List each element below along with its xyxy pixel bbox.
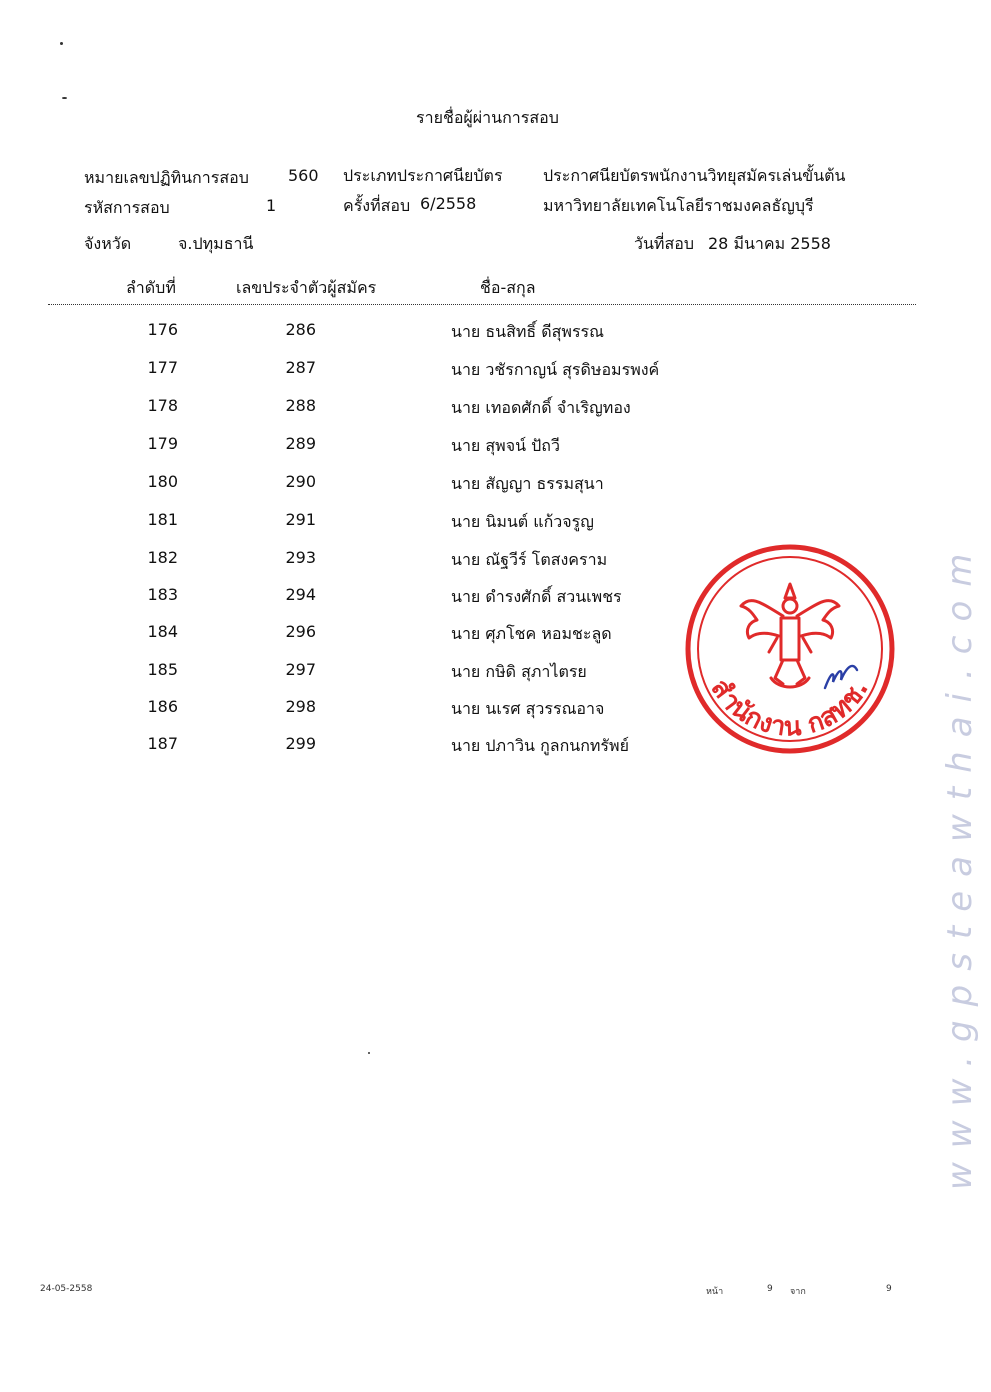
row-name: นาย ธนสิทธิ์ ดีสุพรรณ — [451, 322, 604, 341]
row-seq: 186 — [147, 697, 178, 716]
table-row — [0, 396, 991, 426]
session-label: ครั้งที่สอบ — [343, 196, 411, 215]
venue: มหาวิทยาลัยเทคโนโลยีราชมงคลธัญบุรี — [543, 196, 814, 215]
row-seq: 184 — [147, 622, 178, 641]
scan-speck — [62, 97, 67, 99]
table-row — [0, 472, 991, 502]
row-applicant-no: 289 — [285, 434, 316, 453]
watermark-text: www.gpsteawthai.com — [940, 539, 980, 1190]
row-name: นาย ดำรงศักดิ์ สวนเพชร — [451, 587, 622, 606]
column-header-name: ชื่อ-สกุล — [480, 278, 536, 297]
row-seq: 182 — [147, 548, 178, 567]
cert-type-label: ประเภทประกาศนียบัตร — [343, 166, 503, 185]
row-name: นาย วชัรกาญน์ สุรดิษอมรพงค์ — [451, 360, 660, 379]
row-name: นาย สัญญา ธรรมสุนา — [451, 474, 604, 493]
row-seq: 177 — [147, 358, 178, 377]
scan-speck — [368, 1052, 370, 1054]
row-name: นาย ณัฐวีร์ โตสงคราม — [451, 550, 608, 569]
website-watermark — [935, 300, 991, 1200]
row-applicant-no: 287 — [285, 358, 316, 377]
scan-speck — [60, 42, 63, 45]
row-name: นาย กษิดิ สุภาไตรย — [451, 662, 587, 681]
stamp-text: สำนักงาน กสทช. — [704, 673, 875, 743]
row-name: นาย ศุภโชค หอมชะลูด — [451, 624, 612, 643]
row-seq: 180 — [147, 472, 178, 491]
row-name: นาย สุพจน์ ปัถวี — [451, 436, 560, 455]
column-header-seq: ลำดับที่ — [126, 278, 176, 297]
row-seq: 178 — [147, 396, 178, 415]
row-applicant-no: 298 — [285, 697, 316, 716]
page-title: รายชื่อผู้ผ่านการสอบ — [416, 108, 559, 127]
column-header-applicant-no: เลขประจำตัวผู้สมัคร — [236, 278, 377, 297]
date-value: 28 มีนาคม 2558 — [708, 234, 831, 253]
row-applicant-no: 290 — [285, 472, 316, 491]
date-label: วันที่สอบ — [634, 234, 694, 253]
row-seq: 185 — [147, 660, 178, 679]
table-row — [0, 510, 991, 540]
table-row — [0, 320, 991, 350]
exam-code-label: รหัสการสอบ — [84, 198, 170, 217]
header-divider — [48, 304, 916, 305]
footer-date: 24-05-2558 — [40, 1284, 93, 1294]
row-seq: 183 — [147, 585, 178, 604]
row-name: นาย นิมนต์ แก้วจรูญ — [451, 512, 594, 531]
row-applicant-no: 291 — [285, 510, 316, 529]
province-value: จ.ปทุมธานี — [178, 234, 254, 253]
row-name: นาย เทอดศักดิ์ จำเริญทอง — [451, 398, 631, 417]
row-applicant-no: 286 — [285, 320, 316, 339]
footer-page-label: หน้า — [706, 1287, 724, 1297]
session-value: 6/2558 — [420, 194, 477, 213]
footer-total-pages: 9 — [886, 1284, 892, 1294]
row-applicant-no: 299 — [285, 734, 316, 753]
row-applicant-no: 297 — [285, 660, 316, 679]
exam-id-value: 560 — [288, 166, 319, 185]
footer-of-label: จาก — [790, 1287, 806, 1297]
row-name: นาย นเรศ สุวรรณอาจ — [451, 699, 605, 718]
exam-id-label: หมายเลขปฏิทินการสอบ — [84, 168, 249, 187]
row-seq: 187 — [147, 734, 178, 753]
official-stamp — [683, 542, 897, 756]
row-name: นาย ปภาวิน กูลกนกทรัพย์ — [451, 736, 629, 755]
row-applicant-no: 294 — [285, 585, 316, 604]
row-seq: 181 — [147, 510, 178, 529]
footer-page-no: 9 — [767, 1284, 773, 1294]
table-row — [0, 434, 991, 464]
province-label: จังหวัด — [84, 234, 132, 253]
table-row — [0, 358, 991, 388]
exam-code-value: 1 — [266, 196, 277, 215]
cert-type-value: ประกาศนียบัตรพนักงานวิทยุสมัครเล่นขั้นต้น — [543, 166, 846, 185]
garuda-emblem-icon — [741, 584, 839, 687]
row-applicant-no: 288 — [285, 396, 316, 415]
row-seq: 176 — [147, 320, 178, 339]
row-applicant-no: 293 — [285, 548, 316, 567]
row-seq: 179 — [147, 434, 178, 453]
row-applicant-no: 296 — [285, 622, 316, 641]
